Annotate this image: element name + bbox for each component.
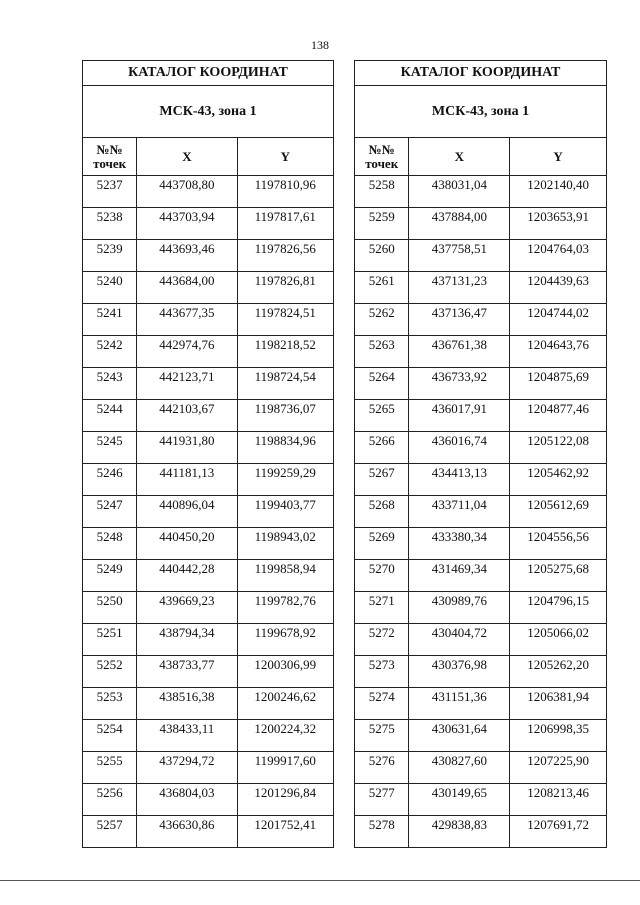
point-number-cell: 5260 — [355, 240, 409, 272]
y-coordinate-cell: 1204556,56 — [510, 528, 607, 560]
y-coordinate-cell: 1207225,90 — [510, 752, 607, 784]
y-coordinate-cell: 1199782,76 — [237, 592, 333, 624]
y-coordinate-cell: 1197817,61 — [237, 208, 333, 240]
column-header-x: X — [409, 138, 510, 176]
table-row — [355, 784, 607, 816]
table-row — [355, 464, 607, 496]
point-number-cell: 5261 — [355, 272, 409, 304]
point-number-cell: 5277 — [355, 784, 409, 816]
x-coordinate-cell: 443693,46 — [137, 240, 237, 272]
point-number-cell: 5268 — [355, 496, 409, 528]
point-number-cell: 5249 — [83, 560, 137, 592]
y-coordinate-cell: 1207691,72 — [510, 816, 607, 848]
table-row — [355, 752, 607, 784]
point-number-cell: 5257 — [83, 816, 137, 848]
table-row — [355, 208, 607, 240]
y-coordinate-cell: 1205262,20 — [510, 656, 607, 688]
x-coordinate-cell: 431469,34 — [409, 560, 510, 592]
table-row — [83, 816, 334, 848]
table-row — [355, 432, 607, 464]
y-coordinate-cell: 1199259,29 — [237, 464, 333, 496]
y-coordinate-cell: 1197826,81 — [237, 272, 333, 304]
table-row — [355, 240, 607, 272]
y-coordinate-cell: 1199678,92 — [237, 624, 333, 656]
y-coordinate-cell: 1199403,77 — [237, 496, 333, 528]
table-row — [83, 432, 334, 464]
y-coordinate-cell: 1204875,69 — [510, 368, 607, 400]
x-coordinate-cell: 436733,92 — [409, 368, 510, 400]
x-coordinate-cell: 430631,64 — [409, 720, 510, 752]
point-number-cell: 5245 — [83, 432, 137, 464]
x-coordinate-cell: 443684,00 — [137, 272, 237, 304]
y-coordinate-cell: 1205275,68 — [510, 560, 607, 592]
y-coordinate-cell: 1204796,15 — [510, 592, 607, 624]
table-body — [355, 176, 607, 848]
point-number-cell: 5259 — [355, 208, 409, 240]
x-coordinate-cell: 433711,04 — [409, 496, 510, 528]
x-coordinate-cell: 431151,36 — [409, 688, 510, 720]
x-coordinate-cell: 438794,34 — [137, 624, 237, 656]
x-coordinate-cell: 437758,51 — [409, 240, 510, 272]
x-coordinate-cell: 430827,60 — [409, 752, 510, 784]
table-row — [83, 624, 334, 656]
x-coordinate-cell: 436630,86 — [137, 816, 237, 848]
x-coordinate-cell: 436016,74 — [409, 432, 510, 464]
header-num-line2: точек — [93, 156, 127, 171]
x-coordinate-cell: 434413,13 — [409, 464, 510, 496]
y-coordinate-cell: 1200246,62 — [237, 688, 333, 720]
point-number-cell: 5248 — [83, 528, 137, 560]
table-row — [355, 496, 607, 528]
y-coordinate-cell: 1198724,54 — [237, 368, 333, 400]
table-row — [83, 176, 334, 208]
header-num-line1: №№ — [368, 142, 395, 157]
column-header-x: X — [137, 138, 237, 176]
point-number-cell: 5254 — [83, 720, 137, 752]
table-row — [355, 528, 607, 560]
page-number: 138 — [311, 38, 329, 52]
table-row — [355, 624, 607, 656]
column-header-y: Y — [510, 138, 607, 176]
table-row — [355, 560, 607, 592]
x-coordinate-cell: 430404,72 — [409, 624, 510, 656]
table-row — [355, 688, 607, 720]
table-row — [83, 336, 334, 368]
table-row — [83, 304, 334, 336]
x-coordinate-cell: 441181,13 — [137, 464, 237, 496]
x-coordinate-cell: 441931,80 — [137, 432, 237, 464]
table-row — [83, 368, 334, 400]
table-row — [83, 784, 334, 816]
y-coordinate-cell: 1198736,07 — [237, 400, 333, 432]
point-number-cell: 5266 — [355, 432, 409, 464]
table-row — [83, 400, 334, 432]
point-number-cell: 5271 — [355, 592, 409, 624]
point-number-cell: 5239 — [83, 240, 137, 272]
table-row — [83, 688, 334, 720]
table-row — [355, 816, 607, 848]
point-number-cell: 5273 — [355, 656, 409, 688]
point-number-cell: 5272 — [355, 624, 409, 656]
table-row — [83, 752, 334, 784]
y-coordinate-cell: 1199917,60 — [237, 752, 333, 784]
y-coordinate-cell: 1199858,94 — [237, 560, 333, 592]
x-coordinate-cell: 438433,11 — [137, 720, 237, 752]
point-number-cell: 5258 — [355, 176, 409, 208]
table-row — [355, 400, 607, 432]
coordinate-system-zone: МСК-43, зона 1 — [83, 86, 334, 138]
y-coordinate-cell: 1202140,40 — [510, 176, 607, 208]
x-coordinate-cell: 430376,98 — [409, 656, 510, 688]
table-row — [355, 336, 607, 368]
table-row — [83, 592, 334, 624]
point-number-cell: 5278 — [355, 816, 409, 848]
point-number-cell: 5276 — [355, 752, 409, 784]
x-coordinate-cell: 438516,38 — [137, 688, 237, 720]
x-coordinate-cell: 433380,34 — [409, 528, 510, 560]
table-row — [83, 208, 334, 240]
point-number-cell: 5265 — [355, 400, 409, 432]
y-coordinate-cell: 1201752,41 — [237, 816, 333, 848]
point-number-cell: 5250 — [83, 592, 137, 624]
coordinate-catalog-table-right — [354, 60, 607, 848]
table-row — [83, 464, 334, 496]
y-coordinate-cell: 1198218,52 — [237, 336, 333, 368]
point-number-cell: 5244 — [83, 400, 137, 432]
x-coordinate-cell: 436017,91 — [409, 400, 510, 432]
table-row — [83, 240, 334, 272]
x-coordinate-cell: 438031,04 — [409, 176, 510, 208]
y-coordinate-cell: 1200306,99 — [237, 656, 333, 688]
x-coordinate-cell: 443708,80 — [137, 176, 237, 208]
x-coordinate-cell: 436804,03 — [137, 784, 237, 816]
x-coordinate-cell: 442103,67 — [137, 400, 237, 432]
column-header-y: Y — [237, 138, 333, 176]
table-row — [355, 176, 607, 208]
point-number-cell: 5274 — [355, 688, 409, 720]
table-row — [355, 368, 607, 400]
point-number-cell: 5246 — [83, 464, 137, 496]
x-coordinate-cell: 430149,65 — [409, 784, 510, 816]
point-number-cell: 5269 — [355, 528, 409, 560]
y-coordinate-cell: 1206998,35 — [510, 720, 607, 752]
x-coordinate-cell: 429838,83 — [409, 816, 510, 848]
catalog-title: КАТАЛОГ КООРДИНАТ — [355, 61, 607, 86]
table-row — [355, 592, 607, 624]
table-row — [355, 304, 607, 336]
point-number-cell: 5240 — [83, 272, 137, 304]
table-row — [83, 528, 334, 560]
y-coordinate-cell: 1200224,32 — [237, 720, 333, 752]
table-row — [83, 656, 334, 688]
y-coordinate-cell: 1205462,92 — [510, 464, 607, 496]
x-coordinate-cell: 443703,94 — [137, 208, 237, 240]
point-number-cell: 5241 — [83, 304, 137, 336]
point-number-cell: 5243 — [83, 368, 137, 400]
header-num-line1: №№ — [96, 142, 123, 157]
x-coordinate-cell: 442974,76 — [137, 336, 237, 368]
table-row — [83, 560, 334, 592]
point-number-cell: 5238 — [83, 208, 137, 240]
table-body — [83, 176, 334, 848]
y-coordinate-cell: 1197824,51 — [237, 304, 333, 336]
y-coordinate-cell: 1205122,08 — [510, 432, 607, 464]
y-coordinate-cell: 1206381,94 — [510, 688, 607, 720]
x-coordinate-cell: 440450,20 — [137, 528, 237, 560]
point-number-cell: 5255 — [83, 752, 137, 784]
x-coordinate-cell: 442123,71 — [137, 368, 237, 400]
table-row — [83, 272, 334, 304]
y-coordinate-cell: 1204744,02 — [510, 304, 607, 336]
x-coordinate-cell: 440442,28 — [137, 560, 237, 592]
column-header-point-number — [355, 138, 409, 176]
y-coordinate-cell: 1204439,63 — [510, 272, 607, 304]
y-coordinate-cell: 1197810,96 — [237, 176, 333, 208]
y-coordinate-cell: 1198834,96 — [237, 432, 333, 464]
y-coordinate-cell: 1208213,46 — [510, 784, 607, 816]
table-row — [83, 496, 334, 528]
point-number-cell: 5263 — [355, 336, 409, 368]
x-coordinate-cell: 440896,04 — [137, 496, 237, 528]
y-coordinate-cell: 1204643,76 — [510, 336, 607, 368]
point-number-cell: 5262 — [355, 304, 409, 336]
header-num-line2: точек — [365, 156, 399, 171]
point-number-cell: 5251 — [83, 624, 137, 656]
point-number-cell: 5253 — [83, 688, 137, 720]
y-coordinate-cell: 1201296,84 — [237, 784, 333, 816]
bottom-rule — [0, 880, 640, 881]
x-coordinate-cell: 437136,47 — [409, 304, 510, 336]
table-row — [83, 720, 334, 752]
point-number-cell: 5256 — [83, 784, 137, 816]
y-coordinate-cell: 1204877,46 — [510, 400, 607, 432]
catalog-title: КАТАЛОГ КООРДИНАТ — [83, 61, 334, 86]
point-number-cell: 5252 — [83, 656, 137, 688]
point-number-cell: 5242 — [83, 336, 137, 368]
table-row — [355, 656, 607, 688]
x-coordinate-cell: 430989,76 — [409, 592, 510, 624]
coordinate-catalog-table-left — [82, 60, 334, 848]
y-coordinate-cell: 1197826,56 — [237, 240, 333, 272]
point-number-cell: 5264 — [355, 368, 409, 400]
x-coordinate-cell: 437131,23 — [409, 272, 510, 304]
point-number-cell: 5275 — [355, 720, 409, 752]
x-coordinate-cell: 437884,00 — [409, 208, 510, 240]
x-coordinate-cell: 443677,35 — [137, 304, 237, 336]
point-number-cell: 5247 — [83, 496, 137, 528]
x-coordinate-cell: 439669,23 — [137, 592, 237, 624]
column-header-point-number — [83, 138, 137, 176]
y-coordinate-cell: 1198943,02 — [237, 528, 333, 560]
point-number-cell: 5270 — [355, 560, 409, 592]
y-coordinate-cell: 1203653,91 — [510, 208, 607, 240]
table-row — [355, 720, 607, 752]
x-coordinate-cell: 438733,77 — [137, 656, 237, 688]
y-coordinate-cell: 1205612,69 — [510, 496, 607, 528]
x-coordinate-cell: 436761,38 — [409, 336, 510, 368]
point-number-cell: 5237 — [83, 176, 137, 208]
x-coordinate-cell: 437294,72 — [137, 752, 237, 784]
point-number-cell: 5267 — [355, 464, 409, 496]
coordinate-system-zone: МСК-43, зона 1 — [355, 86, 607, 138]
table-row — [355, 272, 607, 304]
y-coordinate-cell: 1204764,03 — [510, 240, 607, 272]
y-coordinate-cell: 1205066,02 — [510, 624, 607, 656]
